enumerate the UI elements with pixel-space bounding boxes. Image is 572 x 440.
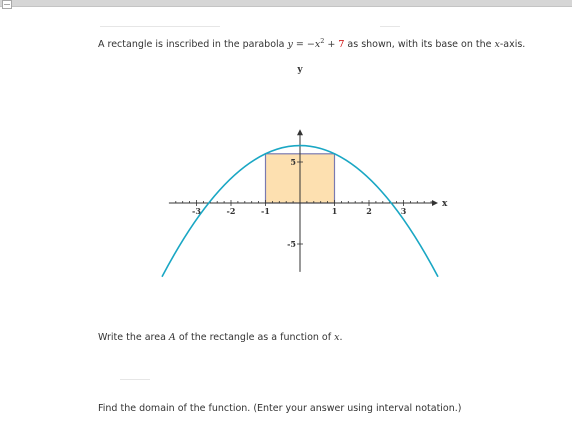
window-corner-icon [2,0,12,9]
equation-constant: 7 [338,39,345,50]
y-tick-label: -5 [287,239,296,249]
x-tick-label: 2 [366,206,372,216]
equation-plus: + [324,39,339,50]
area-prompt-middle: of the rectangle as a function of [175,332,335,343]
parabola-equation [288,39,345,50]
area-prompt [98,331,343,345]
x-tick-label: -2 [226,206,236,216]
parabola-graph [170,60,448,290]
question-intro: A rectangle is inscribed in the parabola [98,39,285,50]
equation-equals: = [292,39,307,50]
area-variable: A [168,332,176,343]
window-top-bar [0,0,572,7]
y-tick-label: 5 [290,157,296,167]
divider [100,26,220,27]
question-text [98,38,558,52]
area-x-variable: x [334,332,340,343]
x-tick-label: -3 [192,206,201,216]
domain-prompt: Find the domain of the function. (Enter your answer using interval notation.) [98,403,462,414]
equation-exponent: 2 [320,37,325,45]
area-prompt-end: . [339,332,343,343]
x-axis-label: x [442,199,448,209]
y-axis-label: y [297,65,303,75]
x-axis-arrow [432,200,438,206]
divider [120,379,150,380]
equation-neg-x: −x [306,39,321,50]
divider [380,26,400,27]
equation-y: y [287,39,293,50]
area-prompt-start: Write the area [98,332,169,343]
y-axis-arrow [297,129,303,135]
x-tick-label: 1 [331,206,338,216]
x-tick-label: 3 [400,206,407,216]
question-outro-end: -axis. [499,39,526,50]
question-outro: as shown, with its base on the [344,39,495,50]
x-tick-label: -1 [261,206,270,216]
question-axis-var: x [494,39,500,50]
